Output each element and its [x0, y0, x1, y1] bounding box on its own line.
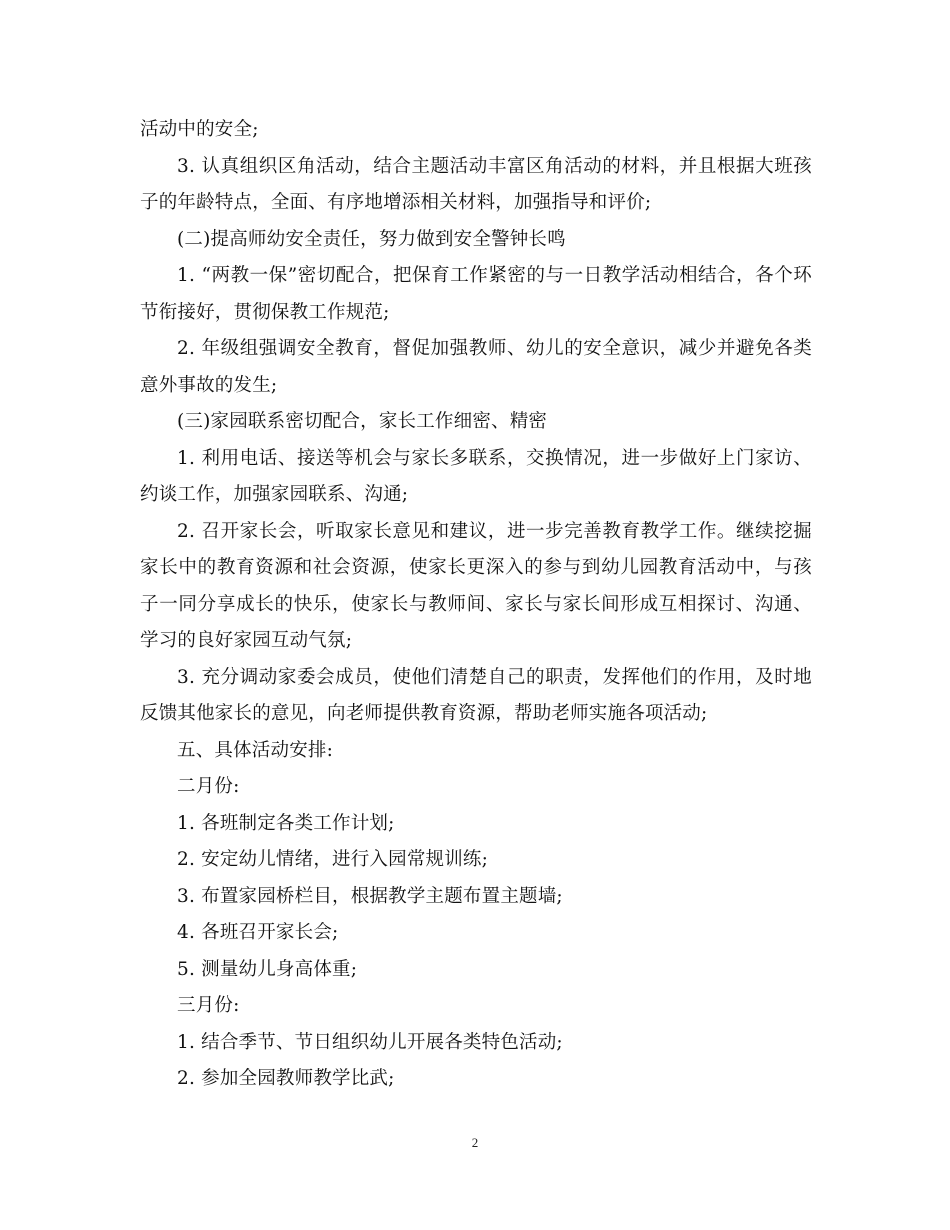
paragraph: 活动中的安全; [140, 119, 259, 140]
section-heading: (二)提高师幼安全责任，努力做到安全警钟长鸣 [177, 228, 566, 250]
paragraph: 1. 利用电话、接送等机会与家长多联系，交换情况，进一步做好上门家访、约谈工作，加强家园联系、沟通; [140, 447, 812, 505]
list-item: 1. 各班制定各类工作计划; [177, 812, 395, 834]
paragraph: 3. 充分调动家委会成员，使他们清楚自己的职责，发挥他们的作用，及时地反馈其他家长的意见，向老师提供教育资源，帮助老师实施各项活动; [140, 666, 812, 724]
list-item: 3. 布置家园桥栏目，根据教学主题布置主题墙; [177, 885, 563, 907]
paragraph: 2. 召开家长会，听取家长意见和建议，进一步完善教育教学工作。继续挖掘家长中的教育资源和社会资源，使家长更深入的参与到幼儿园教育活动中，与孩子一同分享成长的快乐，使家长与教师间、家长与家长间形成互相探讨、沟通、学习的良好家园互动气氛; [140, 520, 812, 651]
list-item: 1. 结合季节、节日组织幼儿开展各类特色活动; [177, 1031, 563, 1053]
page-number: 2 [471, 1135, 479, 1150]
list-item: 4. 各班召开家长会; [177, 922, 339, 943]
month-heading: 三月份: [177, 995, 240, 1016]
list-item: 5. 测量幼儿身高体重; [177, 958, 358, 980]
list-item: 2. 参加全园教师教学比武; [177, 1068, 395, 1089]
paragraph: 3. 认真组织区角活动，结合主题活动丰富区角活动的材料，并且根据大班孩子的年龄特点，全面、有序地增添相关材料，加强指导和评价; [140, 155, 812, 213]
paragraph: 1. “两教一保”密切配合，把保育工作紧密的与一日教学活动相结合，各个环节衔接好，贯彻保教工作规范; [140, 265, 812, 323]
section-heading: 五、具体活动安排: [177, 739, 334, 761]
month-heading: 二月份: [177, 776, 240, 797]
document-body [140, 112, 812, 1098]
section-heading: (三)家园联系密切配合，家长工作细密、精密 [177, 411, 548, 432]
list-item: 2. 安定幼儿情绪，进行入园常规训练; [177, 849, 489, 870]
paragraph: 2. 年级组强调安全教育，督促加强教师、幼儿的安全意识，减少并避免各类意外事故的发生; [140, 338, 812, 396]
